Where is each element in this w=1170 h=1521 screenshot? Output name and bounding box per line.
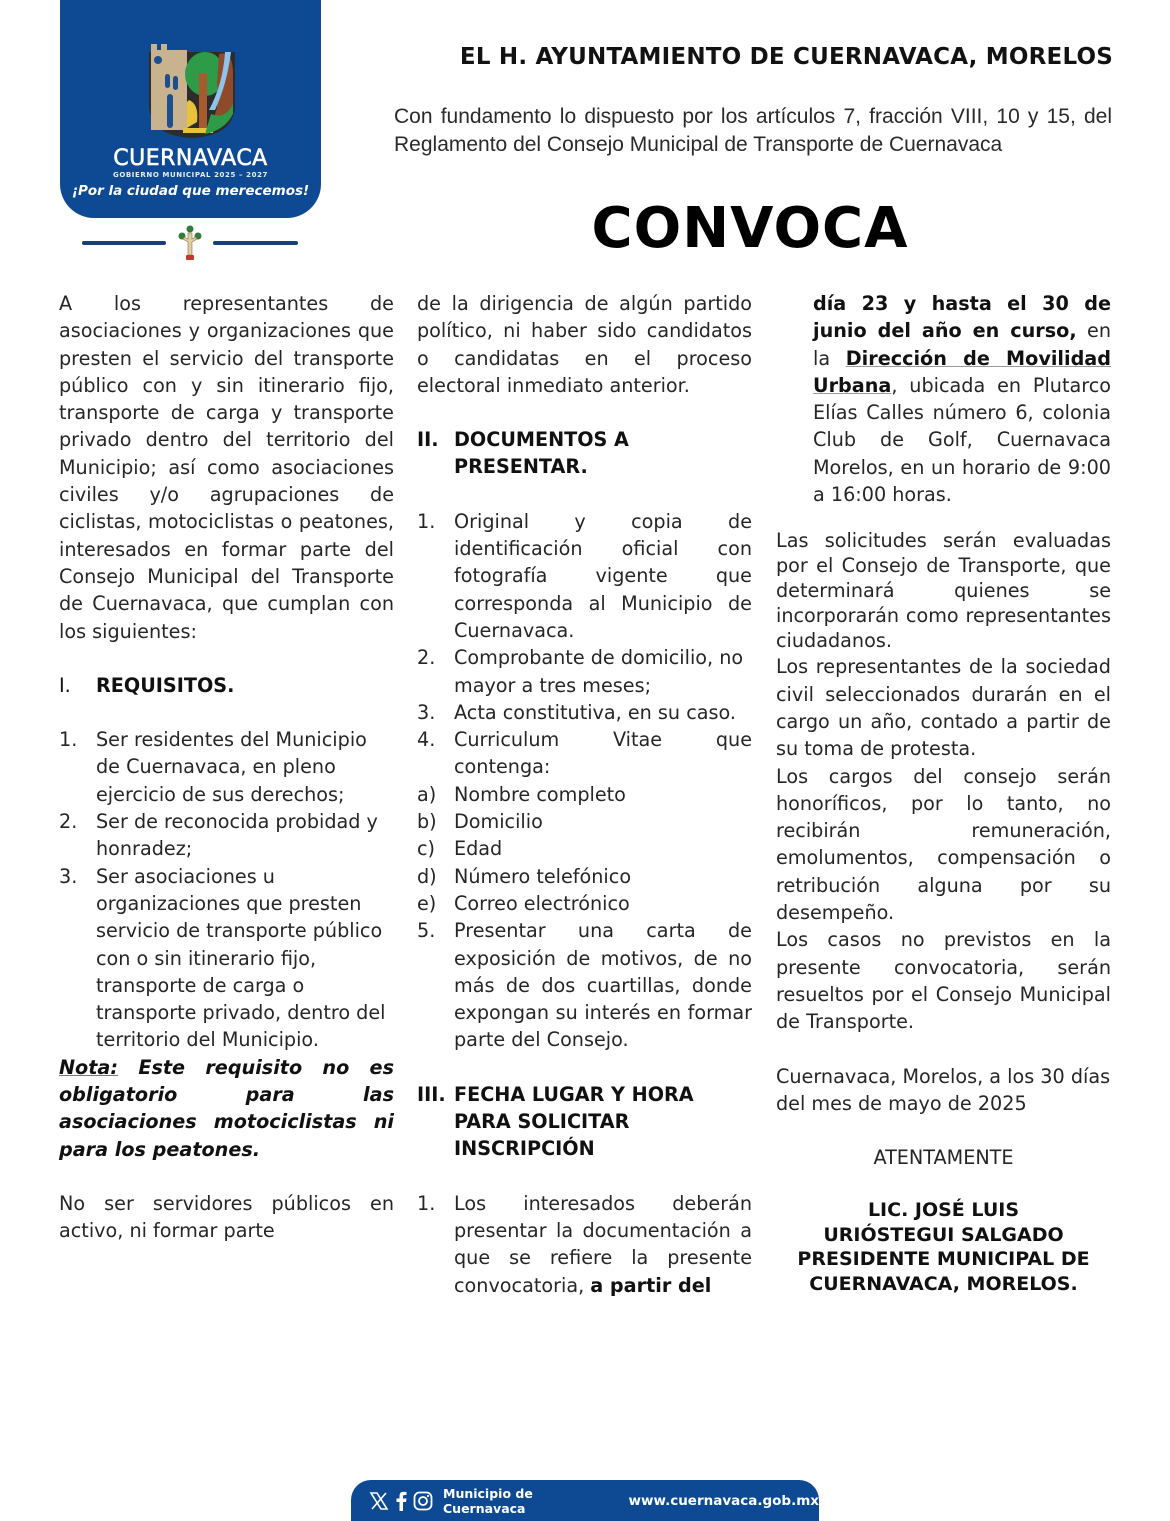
place-and-date: Cuernavaca, Morelos, a los 30 días del mes de mayo de 2025 — [776, 1064, 1111, 1115]
list-text: Correo electrónico — [454, 891, 630, 915]
list-text: Ser de reconocida probidad y honradez; — [96, 810, 378, 861]
list-marker: 1. — [59, 728, 78, 752]
list-text: Ser residentes del Municipio de Cuernavaca, en pleno ejercicio de sus derechos; — [96, 728, 367, 806]
logo-city-name: CUERNAVACA — [113, 146, 268, 171]
list-text: Ser asociaciones u organizaciones que presten servicio de transporte público con o sin itinerario fijo, transporte de carga o transporte privado, dentro del territorio del Municipio. — [96, 864, 386, 1052]
closing-salutation: ATENTAMENTE — [873, 1146, 1014, 1170]
signatory-line: LIC. JOSÉ LUIS — [867, 1199, 1020, 1222]
opening-paragraph: A los representantes de asociaciones y organizaciones que presten el servicio del transporte público con y sin itinerario fijo, transporte de carga y transporte privado dentro del territorio del Municipio; así como asociaciones civiles y/o agrupaciones de ciclistas, motociclistas o peatones, interesados en formar parte del Consejo Municipal del Transporte de Cuernavaca, que cumplan con los siguientes: — [59, 292, 394, 643]
list-marker: 1. — [417, 509, 436, 533]
signatory-line: PRESIDENTE MUNICIPAL DE — [797, 1248, 1090, 1271]
section-title: DOCUMENTOS A PRESENTAR. — [454, 428, 629, 479]
logo-slogan: ¡Por la ciudad que merecemos! — [71, 183, 310, 199]
social-handle[interactable]: Municipio de Cuernavaca — [443, 1485, 533, 1516]
list-marker: 2. — [417, 646, 436, 670]
connector-text: en la — [813, 319, 1111, 370]
coat-of-arms-icon — [145, 44, 239, 140]
list-text: Edad — [454, 837, 503, 861]
office-name: Dirección de Movilidad Urbana — [813, 346, 1111, 397]
section-title: FECHA LUGAR Y HORA PARA SOLICITAR INSCRIPCIÓN — [454, 1082, 694, 1161]
signatory-line: CUERNAVACA, MORELOS. — [809, 1272, 1078, 1295]
list-item — [417, 644, 752, 699]
list-text: Presentar una carta de exposición de motivos, de no más de dos cuartillas, donde expongan su interés en formar parte del Consejo. — [454, 919, 752, 1052]
list-item — [417, 781, 752, 808]
list-text: Acta constitutiva, en su caso. — [454, 700, 736, 724]
list-item — [417, 508, 752, 644]
note-text: Este requisito no es obligatorio para las asociaciones motociclistas ni para los peatones. — [59, 1055, 394, 1161]
honorary-paragraph: Los cargos del consejo serán honoríficos, por lo tanto, no recibirán remuneración, emolumentos, compensación o retribución alguna por su desempeño. — [776, 764, 1111, 925]
term-paragraph: Los representantes de la sociedad civil seleccionados durarán en el cargo un año, contado a partir de su toma de protesta. — [776, 655, 1111, 761]
list-item — [417, 917, 752, 1053]
organization-title: EL H. AYUNTAMIENTO DE CUERNAVACA, MORELOS — [459, 44, 1113, 70]
section-documentos-heading — [417, 426, 752, 481]
convoca-heading: CONVOCA — [591, 196, 909, 261]
website-link[interactable]: www.cuernavaca.gob.mx — [628, 1492, 819, 1509]
list-item — [59, 808, 394, 863]
list-item — [417, 726, 752, 781]
section-number: I. — [59, 673, 71, 697]
list-text: Nombre completo — [454, 782, 626, 806]
x-icon[interactable] — [369, 1491, 389, 1511]
note-paragraph — [59, 1054, 394, 1163]
signatory-line: URIÓSTEGUI SALGADO — [823, 1223, 1064, 1246]
unforeseen-cases-paragraph: Los casos no previstos en la presente convocatoria, serán resueltos por el Consejo Municipal de Transporte. — [776, 928, 1111, 1034]
submission-date-start: a partir del — [590, 1273, 712, 1297]
section-title: REQUISITOS. — [96, 673, 235, 697]
continuation-paragraph: de la dirigencia de algún partido político, ni haber sido candidatos o candidatas en el proceso electoral inmediato anterior. — [417, 292, 752, 397]
section-requisitos-heading — [59, 672, 394, 699]
list-text: Comprobante de domicilio, no mayor a tres meses; — [454, 646, 744, 697]
list-marker: e) — [417, 891, 437, 915]
column-3 — [776, 290, 1111, 1296]
legal-basis-intro: Con fundamento lo dispuesto por los artículos 7, fracción VIII, 10 y 15, del Reglamento del Consejo Municipal de Transporte de Cuernavaca — [394, 105, 1112, 156]
list-item — [417, 1190, 752, 1299]
list-item — [59, 863, 394, 1054]
logo-divider-left — [82, 241, 166, 245]
list-item — [59, 726, 394, 808]
documents-list — [417, 508, 752, 1054]
list-text: Curriculum Vitae que contenga: — [454, 728, 752, 779]
signatory-block — [776, 1198, 1111, 1296]
section-number: III. — [417, 1082, 446, 1106]
list-marker: 2. — [59, 810, 78, 834]
no-public-servants-paragraph: No ser servidores públicos en activo, ni formar parte — [59, 1191, 394, 1243]
list-text: Domicilio — [454, 810, 543, 834]
section-fecha-heading — [417, 1081, 752, 1163]
logo-divider-right — [213, 241, 298, 245]
office-address: , ubicada en Plutarco Elías Calles número 6, colonia Club de Golf, Cuernavaca Morelos, en un horario de 9:00 a 16:00 horas. — [813, 373, 1111, 507]
column-1 — [59, 290, 394, 1245]
list-marker: 3. — [417, 700, 436, 724]
submission-date-range: día 23 y hasta el 30 de junio del año en curso, — [813, 292, 1111, 343]
list-marker: a) — [417, 782, 437, 806]
list-item — [417, 699, 752, 726]
submission-text: Los interesados deberán presentar la documentación a que se refiere la presente convocatoria, — [454, 1191, 752, 1297]
list-marker: c) — [417, 837, 436, 861]
list-text: Número telefónico — [454, 864, 632, 888]
list-item — [417, 808, 752, 835]
logo-subtitle: GOBIERNO MUNICIPAL 2025 – 2027 — [112, 171, 269, 179]
list-marker: 4. — [417, 728, 436, 752]
list-text — [454, 1190, 752, 1299]
submission-details — [776, 290, 1111, 508]
section-number: II. — [417, 428, 439, 452]
list-marker: 5. — [417, 919, 436, 943]
tree-glyph-icon — [177, 225, 203, 263]
note-label: Nota: — [59, 1055, 119, 1079]
list-item — [417, 835, 752, 862]
footer-bar — [351, 1480, 819, 1521]
instagram-icon[interactable] — [413, 1491, 433, 1511]
list-item — [417, 863, 752, 890]
list-text: Original y copia de identificación oficial con fotografía vigente que corresponda al Municipio de Cuernavaca. — [454, 509, 752, 642]
facebook-icon[interactable] — [395, 1491, 407, 1511]
list-marker: 1. — [417, 1191, 436, 1215]
list-marker: 3. — [59, 864, 78, 888]
municipal-logo-panel — [60, 0, 321, 218]
column-2 — [417, 290, 752, 1299]
list-marker: b) — [417, 810, 437, 834]
list-item — [417, 890, 752, 917]
evaluation-paragraph: Las solicitudes serán evaluadas por el Consejo de Transporte, que determinará quienes se incorporarán como representantes ciudadanos. — [776, 529, 1111, 653]
list-marker: d) — [417, 864, 437, 888]
